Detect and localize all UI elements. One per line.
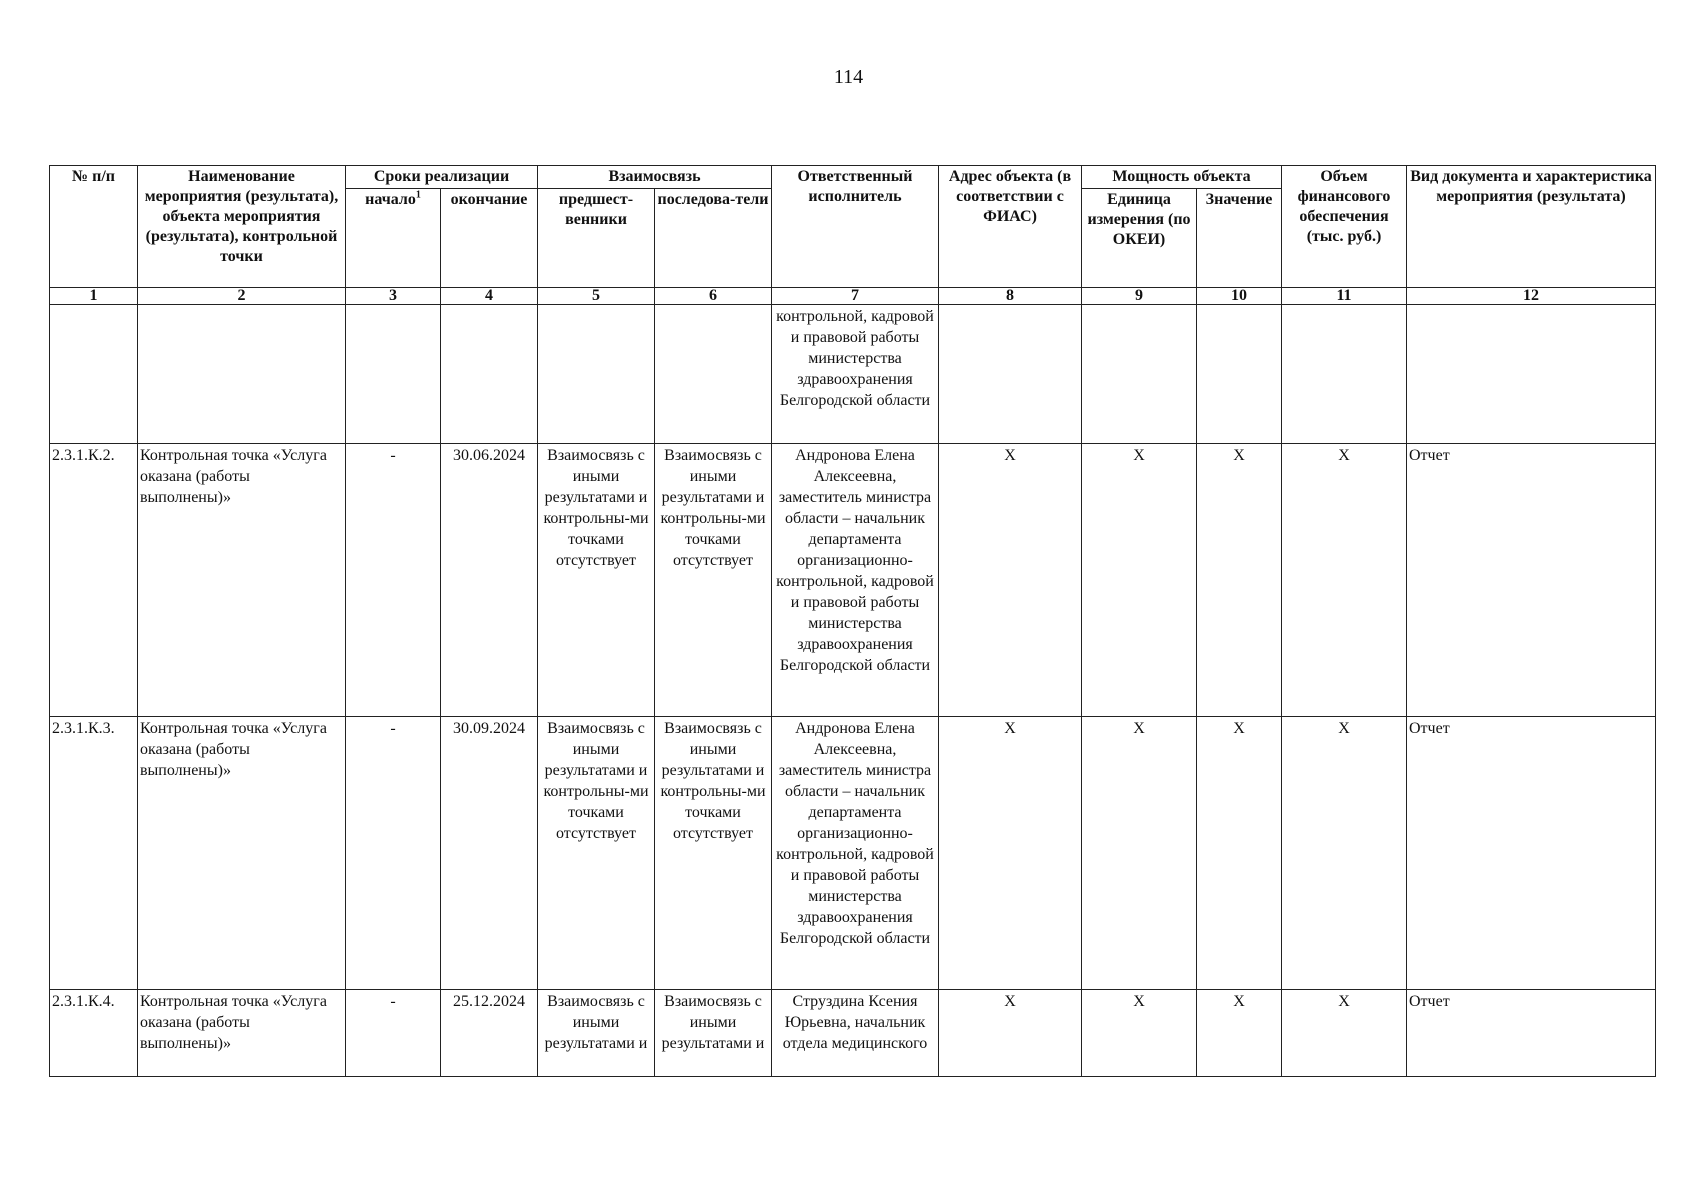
cell-value: Х (1197, 990, 1282, 1077)
cell-name: Контрольная точка «Услуга оказана (работы выполнены)» (138, 717, 346, 990)
header-financing: Объем финансового обеспечения (тыс. руб.) (1282, 166, 1407, 288)
cell-document: Отчет (1407, 990, 1656, 1077)
cell-num: 2.3.1.К.3. (50, 717, 138, 990)
header-name: Наименование мероприятия (результата), объекта мероприятия (результата), контрольной точки (138, 166, 346, 288)
header-power: Мощность объекта (1082, 166, 1282, 189)
column-number: 11 (1282, 288, 1407, 305)
cell-successors: Взаимосвязь с иными результатами и контрольны-ми точками отсутствует (655, 444, 772, 717)
cell-document: Отчет (1407, 717, 1656, 990)
cell-end: 30.06.2024 (441, 444, 538, 717)
cell-unit: Х (1082, 990, 1197, 1077)
header-document: Вид документа и характеристика мероприятия (результата) (1407, 166, 1656, 288)
footnote-mark: 1 (415, 189, 421, 201)
plan-table (49, 165, 1656, 1077)
column-number: 4 (441, 288, 538, 305)
cell-financing: Х (1282, 990, 1407, 1077)
header-link: Взаимосвязь (538, 166, 772, 189)
cell-responsible: контрольной, кадровой и правовой работы министерства здравоохранения Белгородской области (772, 305, 939, 444)
column-number: 10 (1197, 288, 1282, 305)
header-successors: последова-тели (655, 189, 772, 288)
column-number: 5 (538, 288, 655, 305)
column-number: 9 (1082, 288, 1197, 305)
cell-unit: Х (1082, 717, 1197, 990)
cell-successors: Взаимосвязь с иными результатами и контрольны-ми точками отсутствует (655, 717, 772, 990)
column-number: 3 (346, 288, 441, 305)
cell-name: Контрольная точка «Услуга оказана (работы выполнены)» (138, 990, 346, 1077)
column-number: 12 (1407, 288, 1656, 305)
table-row (50, 990, 1656, 1077)
column-number-row (50, 288, 1656, 305)
cell-financing: Х (1282, 444, 1407, 717)
column-number: 2 (138, 288, 346, 305)
cell-address: Х (939, 444, 1082, 717)
table-row (50, 717, 1656, 990)
cell-name: Контрольная точка «Услуга оказана (работы выполнены)» (138, 444, 346, 717)
column-number: 1 (50, 288, 138, 305)
cell-address: Х (939, 717, 1082, 990)
header-address: Адрес объекта (в соответствии с ФИАС) (939, 166, 1082, 288)
cell-predecessors: Взаимосвязь с иными результатами и контрольны-ми точками отсутствует (538, 444, 655, 717)
header-value: Значение (1197, 189, 1282, 288)
cell-start: - (346, 444, 441, 717)
header-predecessors: предшест-венники (538, 189, 655, 288)
cell-end: 25.12.2024 (441, 990, 538, 1077)
cell-start: - (346, 717, 441, 990)
cell-document: Отчет (1407, 444, 1656, 717)
cell-value: Х (1197, 444, 1282, 717)
cell-financing: Х (1282, 717, 1407, 990)
cell-start: - (346, 990, 441, 1077)
table-header (50, 166, 1656, 305)
table-row (50, 444, 1656, 717)
cell-successors: Взаимосвязь с иными результатами и (655, 990, 772, 1077)
cell-address: Х (939, 990, 1082, 1077)
cell-predecessors: Взаимосвязь с иными результатами и контрольны-ми точками отсутствует (538, 717, 655, 990)
header-start: начало$^1$ (346, 189, 441, 288)
page-number: 114 (833, 66, 864, 88)
header-responsible: Ответственный исполнитель (772, 166, 939, 288)
column-number: 6 (655, 288, 772, 305)
header-unit: Единица измерения (по ОКЕИ) (1082, 189, 1197, 288)
cell-unit: Х (1082, 444, 1197, 717)
cell-predecessors: Взаимосвязь с иными результатами и (538, 990, 655, 1077)
column-number: 7 (772, 288, 939, 305)
column-number: 8 (939, 288, 1082, 305)
cell-num: 2.3.1.К.4. (50, 990, 138, 1077)
cell-responsible: Андронова Елена Алексеевна, заместитель министра области – начальник департамента организационно-контрольной, кадровой и правовой работы министерства здравоохранения Белгородской области (772, 444, 939, 717)
header-num: № п/п (50, 166, 138, 288)
header-end: окончание (441, 189, 538, 288)
cell-responsible: Андронова Елена Алексеевна, заместитель министра области – начальник департамента организационно-контрольной, кадровой и правовой работы министерства здравоохранения Белгородской области (772, 717, 939, 990)
header-terms: Сроки реализации (346, 166, 538, 189)
cell-responsible: Струздина Ксения Юрьевна, начальник отдела медицинского (772, 990, 939, 1077)
cell-end: 30.09.2024 (441, 717, 538, 990)
table-row-continuation (50, 305, 1656, 444)
cell-value: Х (1197, 717, 1282, 990)
cell-num: 2.3.1.К.2. (50, 444, 138, 717)
